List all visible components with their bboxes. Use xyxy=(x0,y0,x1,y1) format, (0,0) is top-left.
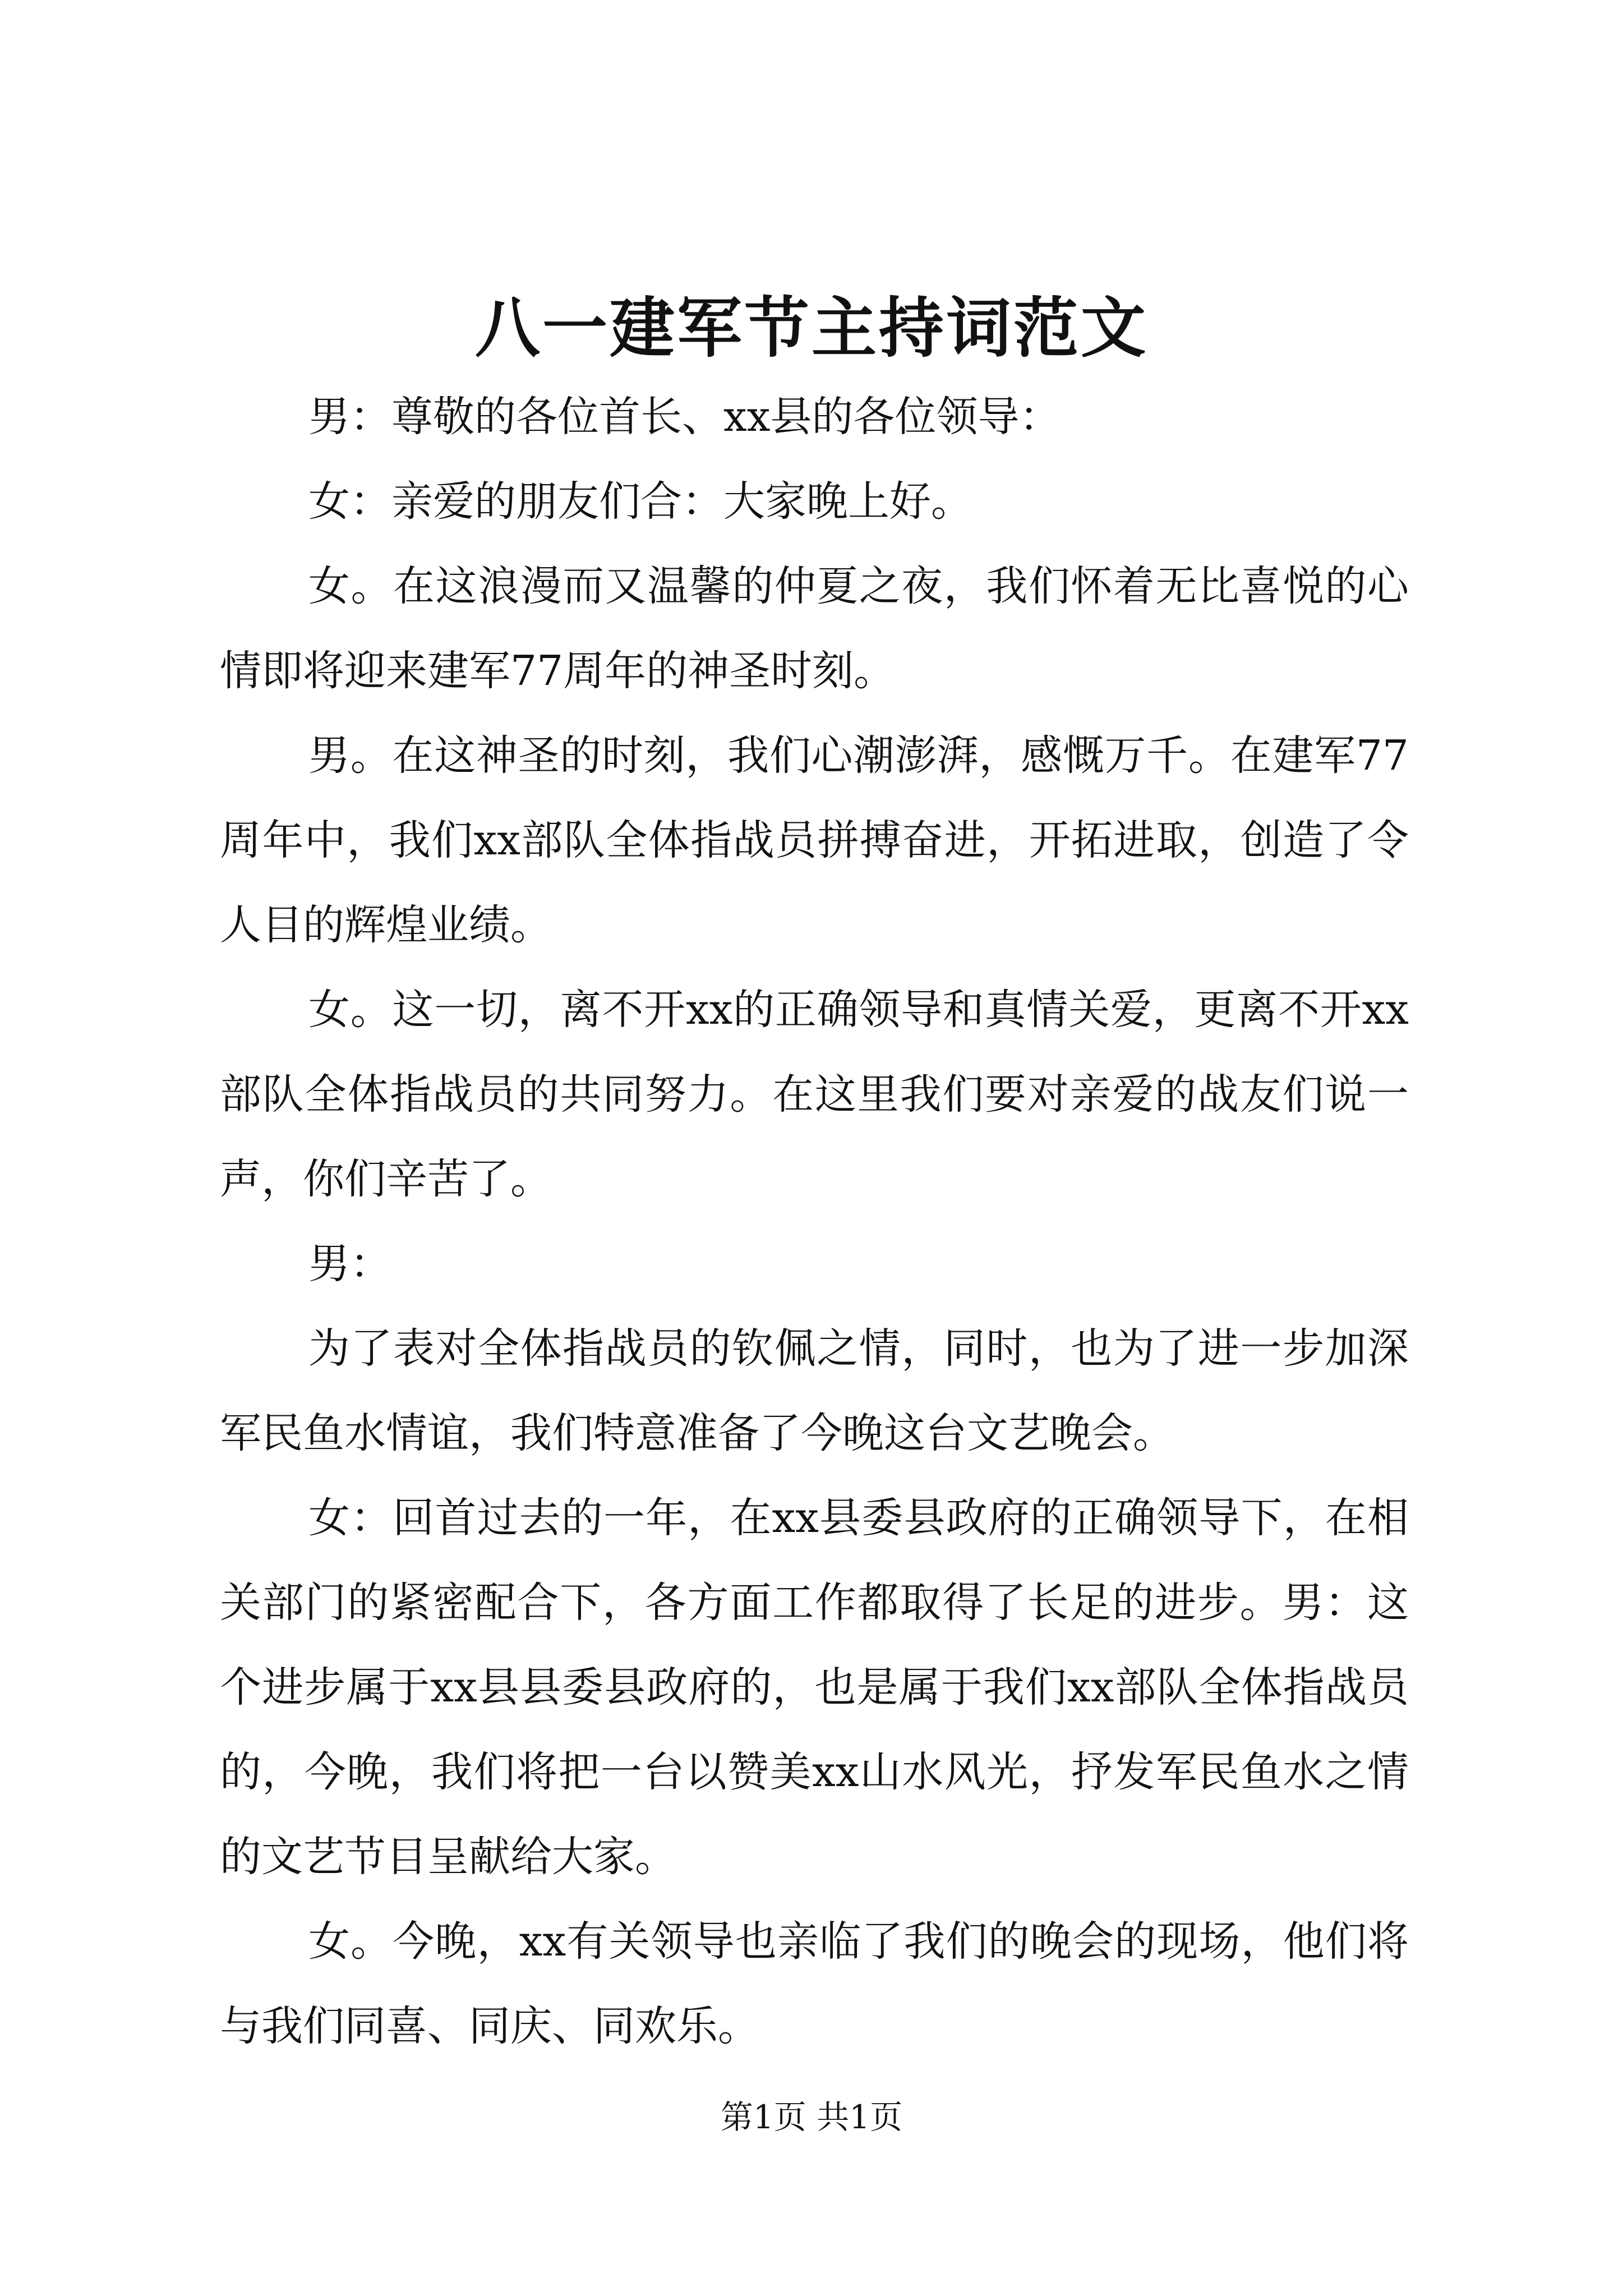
paragraph: 女。在这浪漫而又温馨的仲夏之夜，我们怀着无比喜悦的心情即将迎来建军77周年的神圣时刻。 xyxy=(220,562,1409,695)
paragraph: 男。在这神圣的时刻，我们心潮澎湃，感慨万千。在建军77周年中，我们xx部队全体指战员拼搏奋进，开拓进取，创造了令人目的辉煌业绩。 xyxy=(220,731,1409,949)
paragraph: 女：亲爱的朋友们合：大家晚上好。 xyxy=(308,477,972,526)
paragraph: 男：尊敬的各位首长、xx县的各位领导： xyxy=(308,393,1061,441)
paragraph: 女。今晚，xx有关领导也亲临了我们的晚会的现场，他们将与我们同喜、同庆、同欢乐。 xyxy=(220,1917,1409,2050)
paragraph: 女：回首过去的一年，在xx县委县政府的正确领导下，在相关部门的紧密配合下，各方面工作都取得了长足的进步。男：这个进步属于xx县县委县政府的，也是属于我们xx部队全体指战员的，今晚，我们将把一台以赞美xx山水风光，抒发军民鱼水之情的文艺节目呈献给大家。 xyxy=(220,1494,1409,1881)
paragraph: 男： xyxy=(308,1240,391,1288)
document-title: 八一建军节主持词范文 xyxy=(475,290,1148,366)
paragraph: 女。这一切，离不开xx的正确领导和真情关爱，更离不开xx部队全体指战员的共同努力。在这里我们要对亲爱的战友们说一声，你们辛苦了。 xyxy=(220,986,1409,1203)
paragraph: 为了表对全体指战员的钦佩之情，同时，也为了进一步加深军民鱼水情谊，我们特意准备了今晚这台文艺晚会。 xyxy=(220,1324,1409,1457)
document-body xyxy=(220,375,1409,2069)
page-footer: 第1页 共1页 xyxy=(720,2098,903,2136)
